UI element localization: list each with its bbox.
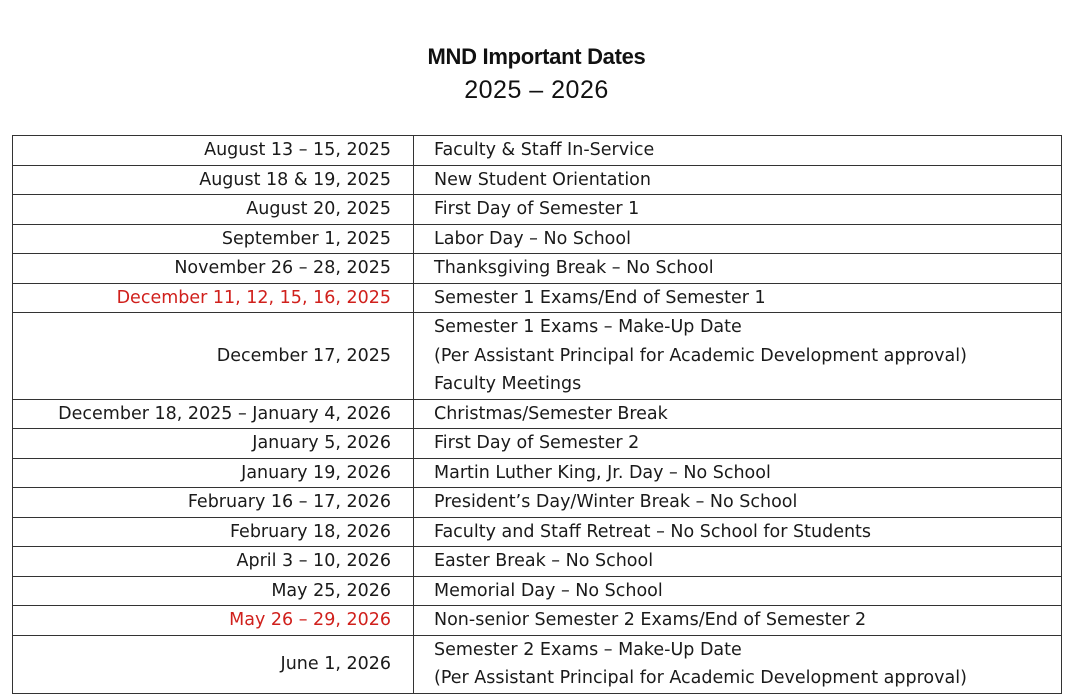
- event-line: First Day of Semester 1: [434, 199, 640, 219]
- table-row: [13, 635, 1062, 693]
- event-line: Easter Break – No School: [434, 551, 654, 571]
- table-row: [13, 283, 1062, 313]
- event-line: (Per Assistant Principal for Academic Development approval): [434, 668, 967, 688]
- table-row: [13, 488, 1062, 518]
- table-row: [13, 547, 1062, 577]
- event-line: Thanksgiving Break – No School: [434, 258, 714, 278]
- table-row: [13, 195, 1062, 225]
- date-cell: September 1, 2025: [13, 224, 414, 254]
- table-row: [13, 517, 1062, 547]
- date-cell: February 18, 2026: [13, 517, 414, 547]
- table-row: [13, 429, 1062, 459]
- table-row: [13, 254, 1062, 284]
- date-cell: May 26 – 29, 2026: [13, 606, 414, 636]
- event-line: Martin Luther King, Jr. Day – No School: [434, 462, 771, 483]
- date-cell: June 1, 2026: [13, 635, 414, 693]
- table-row: [13, 313, 1062, 400]
- date-cell: December 11, 12, 15, 16, 2025: [13, 283, 414, 313]
- event-line: Labor Day – No School: [434, 228, 631, 249]
- event-cell: [414, 195, 1062, 225]
- event-cell: [414, 458, 1062, 488]
- event-cell: [414, 224, 1062, 254]
- event-line: Christmas/Semester Break: [434, 403, 668, 424]
- event-cell: [414, 488, 1062, 518]
- page-title: MND Important Dates: [427, 44, 646, 69]
- event-cell: [414, 313, 1062, 400]
- date-cell: August 13 – 15, 2025: [13, 136, 414, 166]
- event-line: Semester 1 Exams/End of Semester 1: [434, 287, 766, 308]
- event-line: Non-senior Semester 2 Exams/End of Semester 2: [434, 610, 867, 630]
- event-cell: [414, 429, 1062, 459]
- date-cell: November 26 – 28, 2025: [13, 254, 414, 284]
- date-cell: January 5, 2026: [13, 429, 414, 459]
- date-cell: May 25, 2026: [13, 576, 414, 606]
- event-cell: [414, 606, 1062, 636]
- table-row: [13, 399, 1062, 429]
- event-cell: [414, 283, 1062, 313]
- year-range: 2025 – 2026: [464, 76, 609, 104]
- event-cell: [414, 165, 1062, 195]
- event-line: Memorial Day – No School: [434, 580, 663, 601]
- date-cell: August 20, 2025: [13, 195, 414, 225]
- event-line: Semester 2 Exams – Make-Up Date: [434, 639, 742, 660]
- dates-table-body: [13, 136, 1062, 694]
- table-row: [13, 576, 1062, 606]
- important-dates-table: [12, 135, 1062, 694]
- date-cell: April 3 – 10, 2026: [13, 547, 414, 577]
- event-line: New Student Orientation: [434, 169, 651, 190]
- date-cell: January 19, 2026: [13, 458, 414, 488]
- table-row: [13, 136, 1062, 166]
- table-row: [13, 224, 1062, 254]
- date-cell: August 18 & 19, 2025: [13, 165, 414, 195]
- event-cell: [414, 635, 1062, 693]
- date-cell: December 18, 2025 – January 4, 2026: [13, 399, 414, 429]
- event-cell: [414, 136, 1062, 166]
- event-cell: [414, 576, 1062, 606]
- date-cell: December 17, 2025: [13, 313, 414, 400]
- table-row: [13, 458, 1062, 488]
- event-line: Faculty & Staff In-Service: [434, 140, 655, 160]
- event-cell: [414, 254, 1062, 284]
- table-row: [13, 165, 1062, 195]
- event-line: Faculty Meetings: [434, 374, 582, 394]
- event-line: First Day of Semester 2: [434, 433, 640, 453]
- event-line: (Per Assistant Principal for Academic Development approval): [434, 345, 967, 366]
- event-line: Faculty and Staff Retreat – No School for Students: [434, 521, 872, 542]
- event-cell: [414, 547, 1062, 577]
- date-cell: February 16 – 17, 2026: [13, 488, 414, 518]
- event-line: Semester 1 Exams – Make-Up Date: [434, 317, 742, 337]
- event-cell: [414, 399, 1062, 429]
- event-line: President’s Day/Winter Break – No School: [434, 492, 798, 512]
- event-cell: [414, 517, 1062, 547]
- table-row: [13, 606, 1062, 636]
